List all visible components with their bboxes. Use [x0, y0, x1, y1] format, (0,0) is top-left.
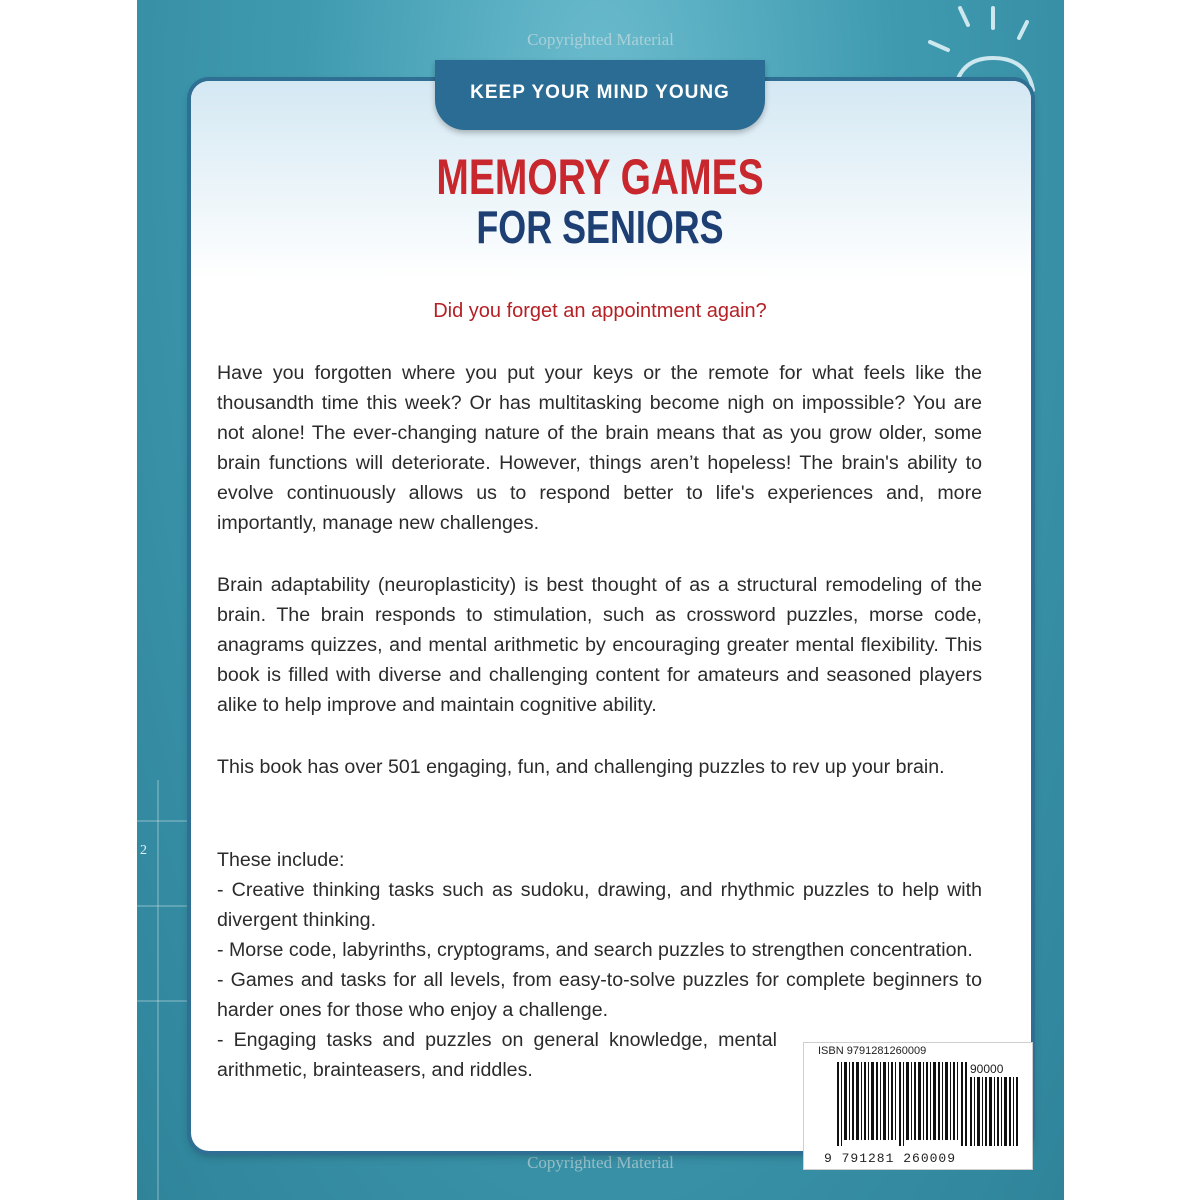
isbn-digits: 9 791281 260009: [824, 1151, 957, 1166]
copyright-watermark-bottom: Copyrighted Material: [527, 1153, 674, 1172]
blurb-paragraph-1: Have you forgotten where you put your keys or the remote for what feels like the thousandth time this week? Or has multitasking become nigh on impossible? You are not alone! The ever-changing nature of the brain means that as you grow older, some brain functions will deteriorate. However, things aren’t hopeless! The brain's ability to evolve continuously allows us to respond better to life's experiences and, more importantly, manage new challenges.: [217, 362, 982, 534]
blurb-paragraph-2: Brain adaptability (neuroplasticity) is best thought of as a structural remodeling of the brain. The brain responds to stimulation, such as crossword puzzles, morse code, anagrams quizzes, and mental arithmetic by encouraging greater mental flexibility. This book is filled with diverse and challenging content for amateurs and seasoned players alike to help improve and maintain cognitive ability.: [217, 574, 982, 716]
price-code: 90000: [970, 1062, 1004, 1076]
page-number: 2: [140, 843, 147, 858]
list-item: - Morse code, labyrinths, cryptograms, and search puzzles to strengthen concentration.: [217, 939, 973, 961]
blurb-paragraph-3: This book has over 501 engaging, fun, and challenging puzzles to rev up your brain.: [217, 756, 945, 778]
list-item: - Creative thinking tasks such as sudoku, drawing, and rhythmic puzzles to help with divergent thinking.: [217, 879, 982, 931]
list-intro: These include:: [217, 849, 345, 871]
headline-question: Did you forget an appointment again?: [433, 300, 767, 322]
copyright-watermark-top: Copyrighted Material: [527, 30, 674, 49]
series-tab: [435, 60, 765, 130]
book-title-line1: MEMORY GAMES: [436, 149, 764, 205]
list-item: - Games and tasks for all levels, from easy-to-solve puzzles for complete beginners to harder ones for those who enjoy a challenge.: [217, 969, 982, 1021]
list-item: - Engaging tasks and puzzles on general knowledge, mental arithmetic, brainteasers, and riddles.: [217, 1029, 777, 1081]
grid-decoration: [157, 780, 159, 1200]
book-title-line2: FOR SENIORS: [476, 201, 724, 253]
series-tag: KEEP YOUR MIND YOUNG: [470, 82, 730, 103]
barcode-bars: [837, 1062, 967, 1146]
price-barcode-bars: [970, 1077, 1018, 1146]
isbn-label: ISBN 9791281260009: [818, 1045, 927, 1057]
isbn-barcode: [803, 1042, 1033, 1170]
